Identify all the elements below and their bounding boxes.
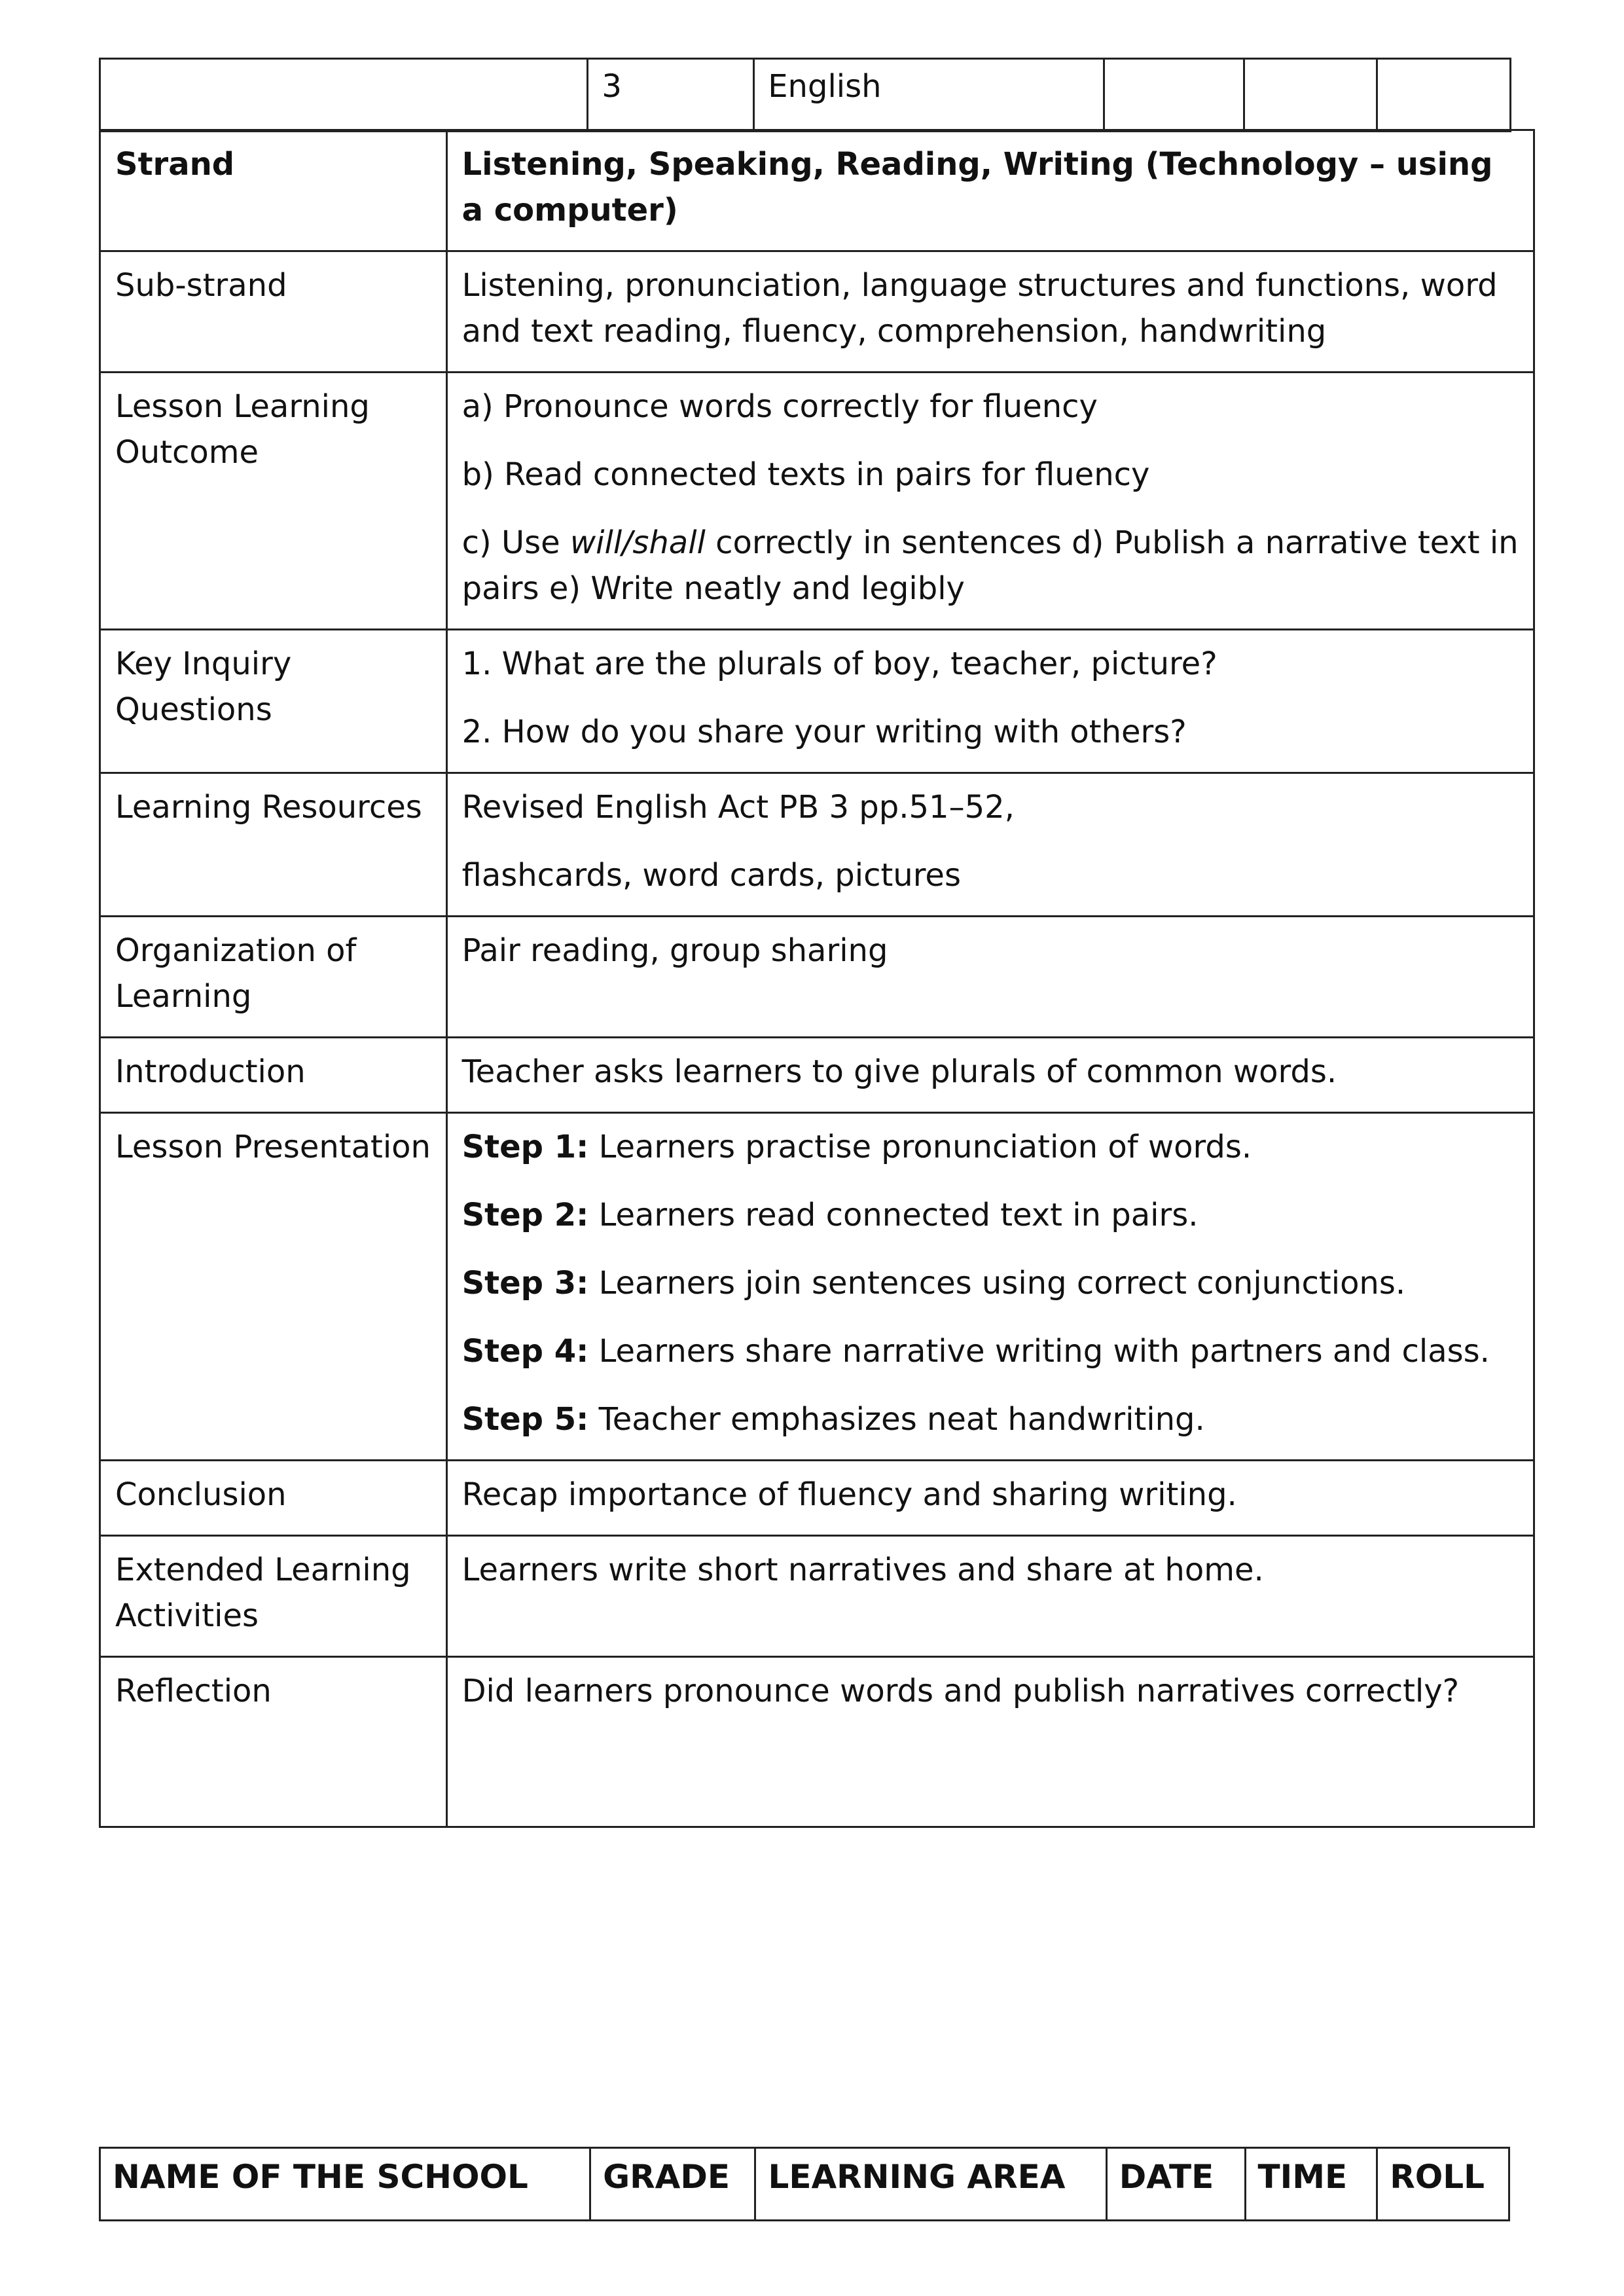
reflection-label: Reflection	[100, 1657, 447, 1827]
school-name-cell	[100, 59, 588, 132]
top-info-row	[100, 59, 1511, 132]
inquiry-label: Key Inquiry Questions	[100, 630, 447, 773]
presentation-step	[462, 1192, 1520, 1238]
outcome-b: b) Read connected texts in pairs for fluency	[461, 456, 1150, 493]
strand-label: Strand	[100, 130, 447, 251]
step-label: Step 3:	[461, 1265, 589, 1302]
step-text: Learners read connected text in pairs.	[588, 1197, 1199, 1233]
step-text: Learners join sentences using correct conjunctions.	[588, 1265, 1406, 1302]
top-info-table	[99, 58, 1511, 132]
extended-label: Extended Learning Activities	[100, 1536, 447, 1657]
grade-header: GRADE	[590, 2148, 755, 2221]
introduction-value: Teacher asks learners to give plurals of common words.	[446, 1038, 1534, 1113]
resources-label: Learning Resources	[100, 773, 447, 917]
presentation-step	[462, 1260, 1520, 1306]
extended-row	[100, 1536, 1534, 1657]
outcome-c-pre: c) Use	[461, 524, 570, 561]
sub-strand-row	[100, 251, 1534, 373]
conclusion-value: Recap importance of fluency and sharing writing.	[446, 1461, 1534, 1536]
step-text: Teacher emphasizes neat handwriting.	[588, 1401, 1205, 1438]
strand-value: Listening, Speaking, Reading, Writing (Technology – using a computer)	[446, 130, 1534, 251]
learning-area-cell: English	[754, 59, 1104, 132]
learning-area-header: LEARNING AREA	[755, 2148, 1106, 2221]
presentation-step	[462, 1328, 1520, 1374]
outcome-label: Lesson Learning Outcome	[100, 373, 447, 630]
outcome-c	[462, 520, 1520, 611]
organization-value: Pair reading, group sharing	[446, 917, 1534, 1038]
inquiry-row	[100, 630, 1534, 773]
presentation-step	[462, 1124, 1520, 1170]
conclusion-label: Conclusion	[100, 1461, 447, 1536]
step-label: Step 2:	[461, 1197, 589, 1233]
organization-row	[100, 917, 1534, 1038]
school-name-header: NAME OF THE SCHOOL	[100, 2148, 590, 2221]
roll-cell	[1377, 59, 1511, 132]
reflection-row	[100, 1657, 1534, 1827]
date-header: DATE	[1106, 2148, 1245, 2221]
strand-row	[100, 130, 1534, 251]
extended-value: Learners write short narratives and share at home.	[446, 1536, 1534, 1657]
presentation-step	[462, 1396, 1520, 1442]
outcome-a: a) Pronounce words correctly for fluency	[461, 388, 1098, 425]
reflection-value: Did learners pronounce words and publish narratives correctly?	[446, 1657, 1534, 1827]
presentation-label: Lesson Presentation	[100, 1113, 447, 1461]
inquiry-value	[446, 630, 1534, 773]
step-label: Step 5:	[461, 1401, 589, 1438]
date-cell	[1104, 59, 1244, 132]
time-header: TIME	[1245, 2148, 1377, 2221]
outcome-value	[446, 373, 1534, 630]
resources-value	[446, 773, 1534, 917]
sub-strand-label: Sub-strand	[100, 251, 447, 373]
presentation-value	[446, 1113, 1534, 1461]
introduction-row	[100, 1038, 1534, 1113]
step-text: Learners share narrative writing with partners and class.	[588, 1333, 1490, 1370]
introduction-label: Introduction	[100, 1038, 447, 1113]
resources-line-2: flashcards, word cards, pictures	[461, 857, 961, 894]
outcome-c-post: correctly in sentences d) Publish a narrative text in pairs e) Write neatly and legibly	[461, 524, 1519, 607]
footer-header-row	[100, 2148, 1509, 2221]
lesson-plan-table	[99, 129, 1535, 1828]
time-cell	[1244, 59, 1377, 132]
step-text: Learners practise pronunciation of words.	[588, 1129, 1252, 1165]
organization-label: Organization of Learning	[100, 917, 447, 1038]
roll-header: ROLL	[1377, 2148, 1509, 2221]
outcome-row	[100, 373, 1534, 630]
step-label: Step 1:	[461, 1129, 589, 1165]
conclusion-row	[100, 1461, 1534, 1536]
presentation-row	[100, 1113, 1534, 1461]
resources-line-1: Revised English Act PB 3 pp.51–52,	[461, 789, 1015, 826]
resources-row	[100, 773, 1534, 917]
inquiry-q2: 2. How do you share your writing with others?	[461, 714, 1187, 750]
sub-strand-value: Listening, pronunciation, language structures and functions, word and text reading, fluency, comprehension, handwriting	[446, 251, 1534, 373]
outcome-c-emphasis: will/shall	[569, 524, 706, 561]
footer-header-table	[99, 2147, 1510, 2221]
step-label: Step 4:	[461, 1333, 589, 1370]
grade-cell: 3	[588, 59, 754, 132]
inquiry-q1: 1. What are the plurals of boy, teacher, picture?	[461, 646, 1218, 682]
